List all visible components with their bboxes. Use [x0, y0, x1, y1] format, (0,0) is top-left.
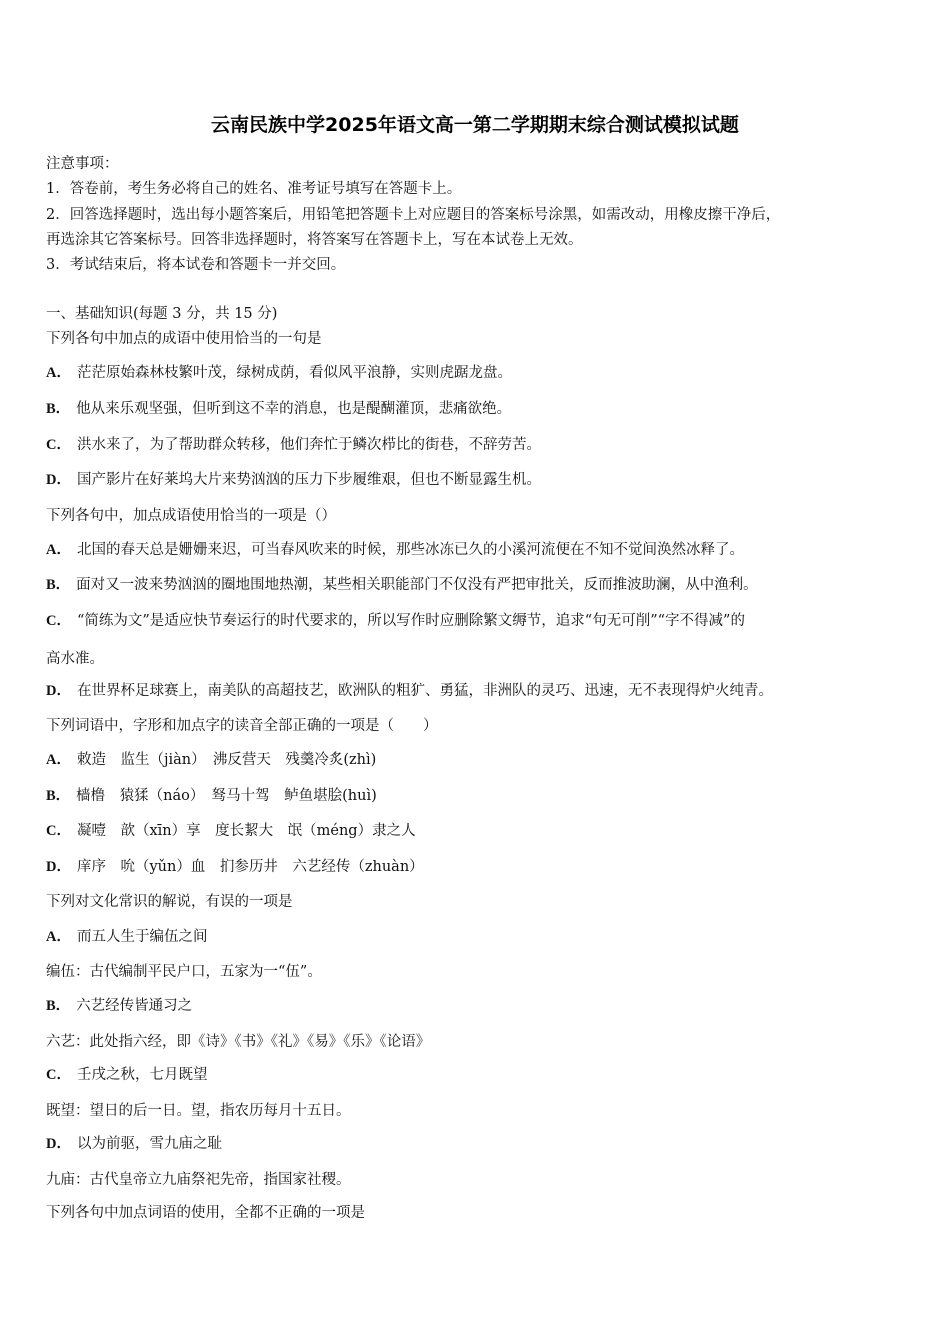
- option-label: D．: [46, 1136, 71, 1152]
- option-text: 高水准。: [46, 651, 104, 667]
- option-text: 庠序 吮（yǔn）血 扪参历井 六艺经传（zhuàn）: [76, 859, 424, 875]
- option-c: [46, 1063, 207, 1084]
- option-text: 在世界杯足球赛上，南美队的高超技艺，欧洲队的粗犷、勇猛，非洲队的灵巧、迅速，无不表现得炉火纯青。: [76, 683, 773, 699]
- option-text: 既望：望日的后一日。望，指农历每月十五日。: [46, 1103, 351, 1119]
- question-stem: 下列各句中加点词语的使用，全都不正确的一项是: [46, 1205, 365, 1221]
- option-c: [46, 819, 416, 840]
- option-a: [46, 748, 376, 769]
- option-text: 壬戌之秋，七月既望: [76, 1067, 208, 1083]
- option-a: [46, 925, 207, 946]
- option-label: B．: [46, 998, 71, 1014]
- option-explanation: [46, 960, 322, 981]
- option-label: A．: [46, 542, 71, 558]
- option-explanation: [46, 1030, 430, 1051]
- option-d: [46, 679, 773, 700]
- option-label: B．: [46, 577, 71, 593]
- option-label: C．: [46, 613, 71, 629]
- option-text: 六艺经传皆通习之: [76, 998, 193, 1014]
- option-text: 凝噎 歆（xīn）享 度长絜大 氓（méng）隶之人: [76, 823, 416, 839]
- option-text: 九庙：古代皇帝立九庙祭祀先帝，指国家社稷。: [46, 1172, 351, 1188]
- option-b: [46, 784, 377, 805]
- exam-title: 云南民族中学2025年语文高一第二学期期末综合测试模拟试题: [211, 114, 739, 136]
- option-continuation: [46, 647, 104, 668]
- question-stem: 下列对文化常识的解说，有误的一项是: [46, 894, 293, 910]
- question-stem: 下列各句中加点的成语中使用恰当的一句是: [46, 331, 322, 347]
- option-text: 而五人生于编伍之间: [76, 929, 208, 945]
- option-explanation: [46, 1099, 351, 1120]
- option-text: 编伍：古代编制平民户口，五家为一“伍”。: [46, 964, 322, 980]
- option-text: 六艺：此处指六经，即《诗》《书》《礼》《易》《乐》《论语》: [46, 1034, 431, 1050]
- option-b: [46, 573, 758, 594]
- option-label: C．: [46, 437, 71, 453]
- option-d: [46, 855, 424, 876]
- notice-item: 3．考试结束后，将本试卷和答题卡一并交回。: [46, 257, 346, 273]
- option-label: C．: [46, 823, 71, 839]
- notice-item: 2．回答选择题时，选出每小题答案后，用铅笔把答题卡上对应题目的答案标号涂黑，如需改动，用橡皮擦干净后，: [46, 207, 781, 223]
- option-text: 樯橹 猿猱（náo） 驽马十驾 鲈鱼堪脍(huì): [76, 788, 377, 804]
- option-c: [46, 609, 745, 630]
- question-stem: 下列词语中，字形和加点字的读音全部正确的一项是（ ）: [46, 718, 438, 734]
- option-d: [46, 1132, 222, 1153]
- option-b: [46, 994, 192, 1015]
- option-text: “简练为文”是适应快节奏运行的时代要求的，所以写作时应删除繁文缛节，追求“句无可削”“字不得减”的: [76, 613, 745, 629]
- option-c: [46, 433, 541, 454]
- option-label: D．: [46, 683, 71, 699]
- option-b: [46, 397, 511, 418]
- option-text: 敕造 监生（jiàn） 沸反营天 残羹冷炙(zhì): [76, 752, 377, 768]
- option-label: B．: [46, 788, 71, 804]
- option-label: D．: [46, 472, 71, 488]
- option-explanation: [46, 1168, 351, 1189]
- option-label: A．: [46, 929, 71, 945]
- option-a: [46, 361, 512, 382]
- option-a: [46, 538, 744, 559]
- option-text: 北国的春天总是姗姗来迟，可当春风吹来的时候，那些冰冻已久的小溪河流便在不知不觉间涣然冰释了。: [76, 542, 744, 558]
- option-text: 他从来乐观坚强，但听到这不幸的消息，也是醍醐灌顶，悲痛欲绝。: [76, 401, 512, 417]
- question-stem: 下列各句中，加点成语使用恰当的一项是（）: [46, 508, 336, 524]
- notice-heading: 注意事项：: [46, 156, 119, 172]
- option-label: A．: [46, 752, 71, 768]
- option-text: 茫茫原始森林枝繁叶茂，绿树成荫，看似风平浪静，实则虎踞龙盘。: [76, 365, 512, 381]
- option-label: B．: [46, 401, 71, 417]
- option-label: A．: [46, 365, 71, 381]
- notice-item: 再选涂其它答案标号。回答非选择题时，将答案写在答题卡上，写在本试卷上无效。: [46, 232, 583, 248]
- option-label: C．: [46, 1067, 71, 1083]
- section-heading: 一、基础知识(每题 3 分，共 15 分): [46, 306, 278, 322]
- option-text: 洪水来了，为了帮助群众转移，他们奔忙于鳞次栉比的街巷，不辞劳苦。: [76, 437, 541, 453]
- option-text: 以为前驱，雪九庙之耻: [76, 1136, 222, 1152]
- option-label: D．: [46, 859, 71, 875]
- notice-item: 1．答卷前，考生务必将自己的姓名、准考证号填写在答题卡上。: [46, 181, 462, 197]
- option-text: 面对又一波来势汹汹的圈地围地热潮，某些相关职能部门不仅没有严把审批关，反而推波助澜，从中渔利。: [76, 577, 758, 593]
- option-d: [46, 468, 541, 489]
- option-text: 国产影片在好莱坞大片来势汹汹的压力下步履维艰，但也不断显露生机。: [76, 472, 541, 488]
